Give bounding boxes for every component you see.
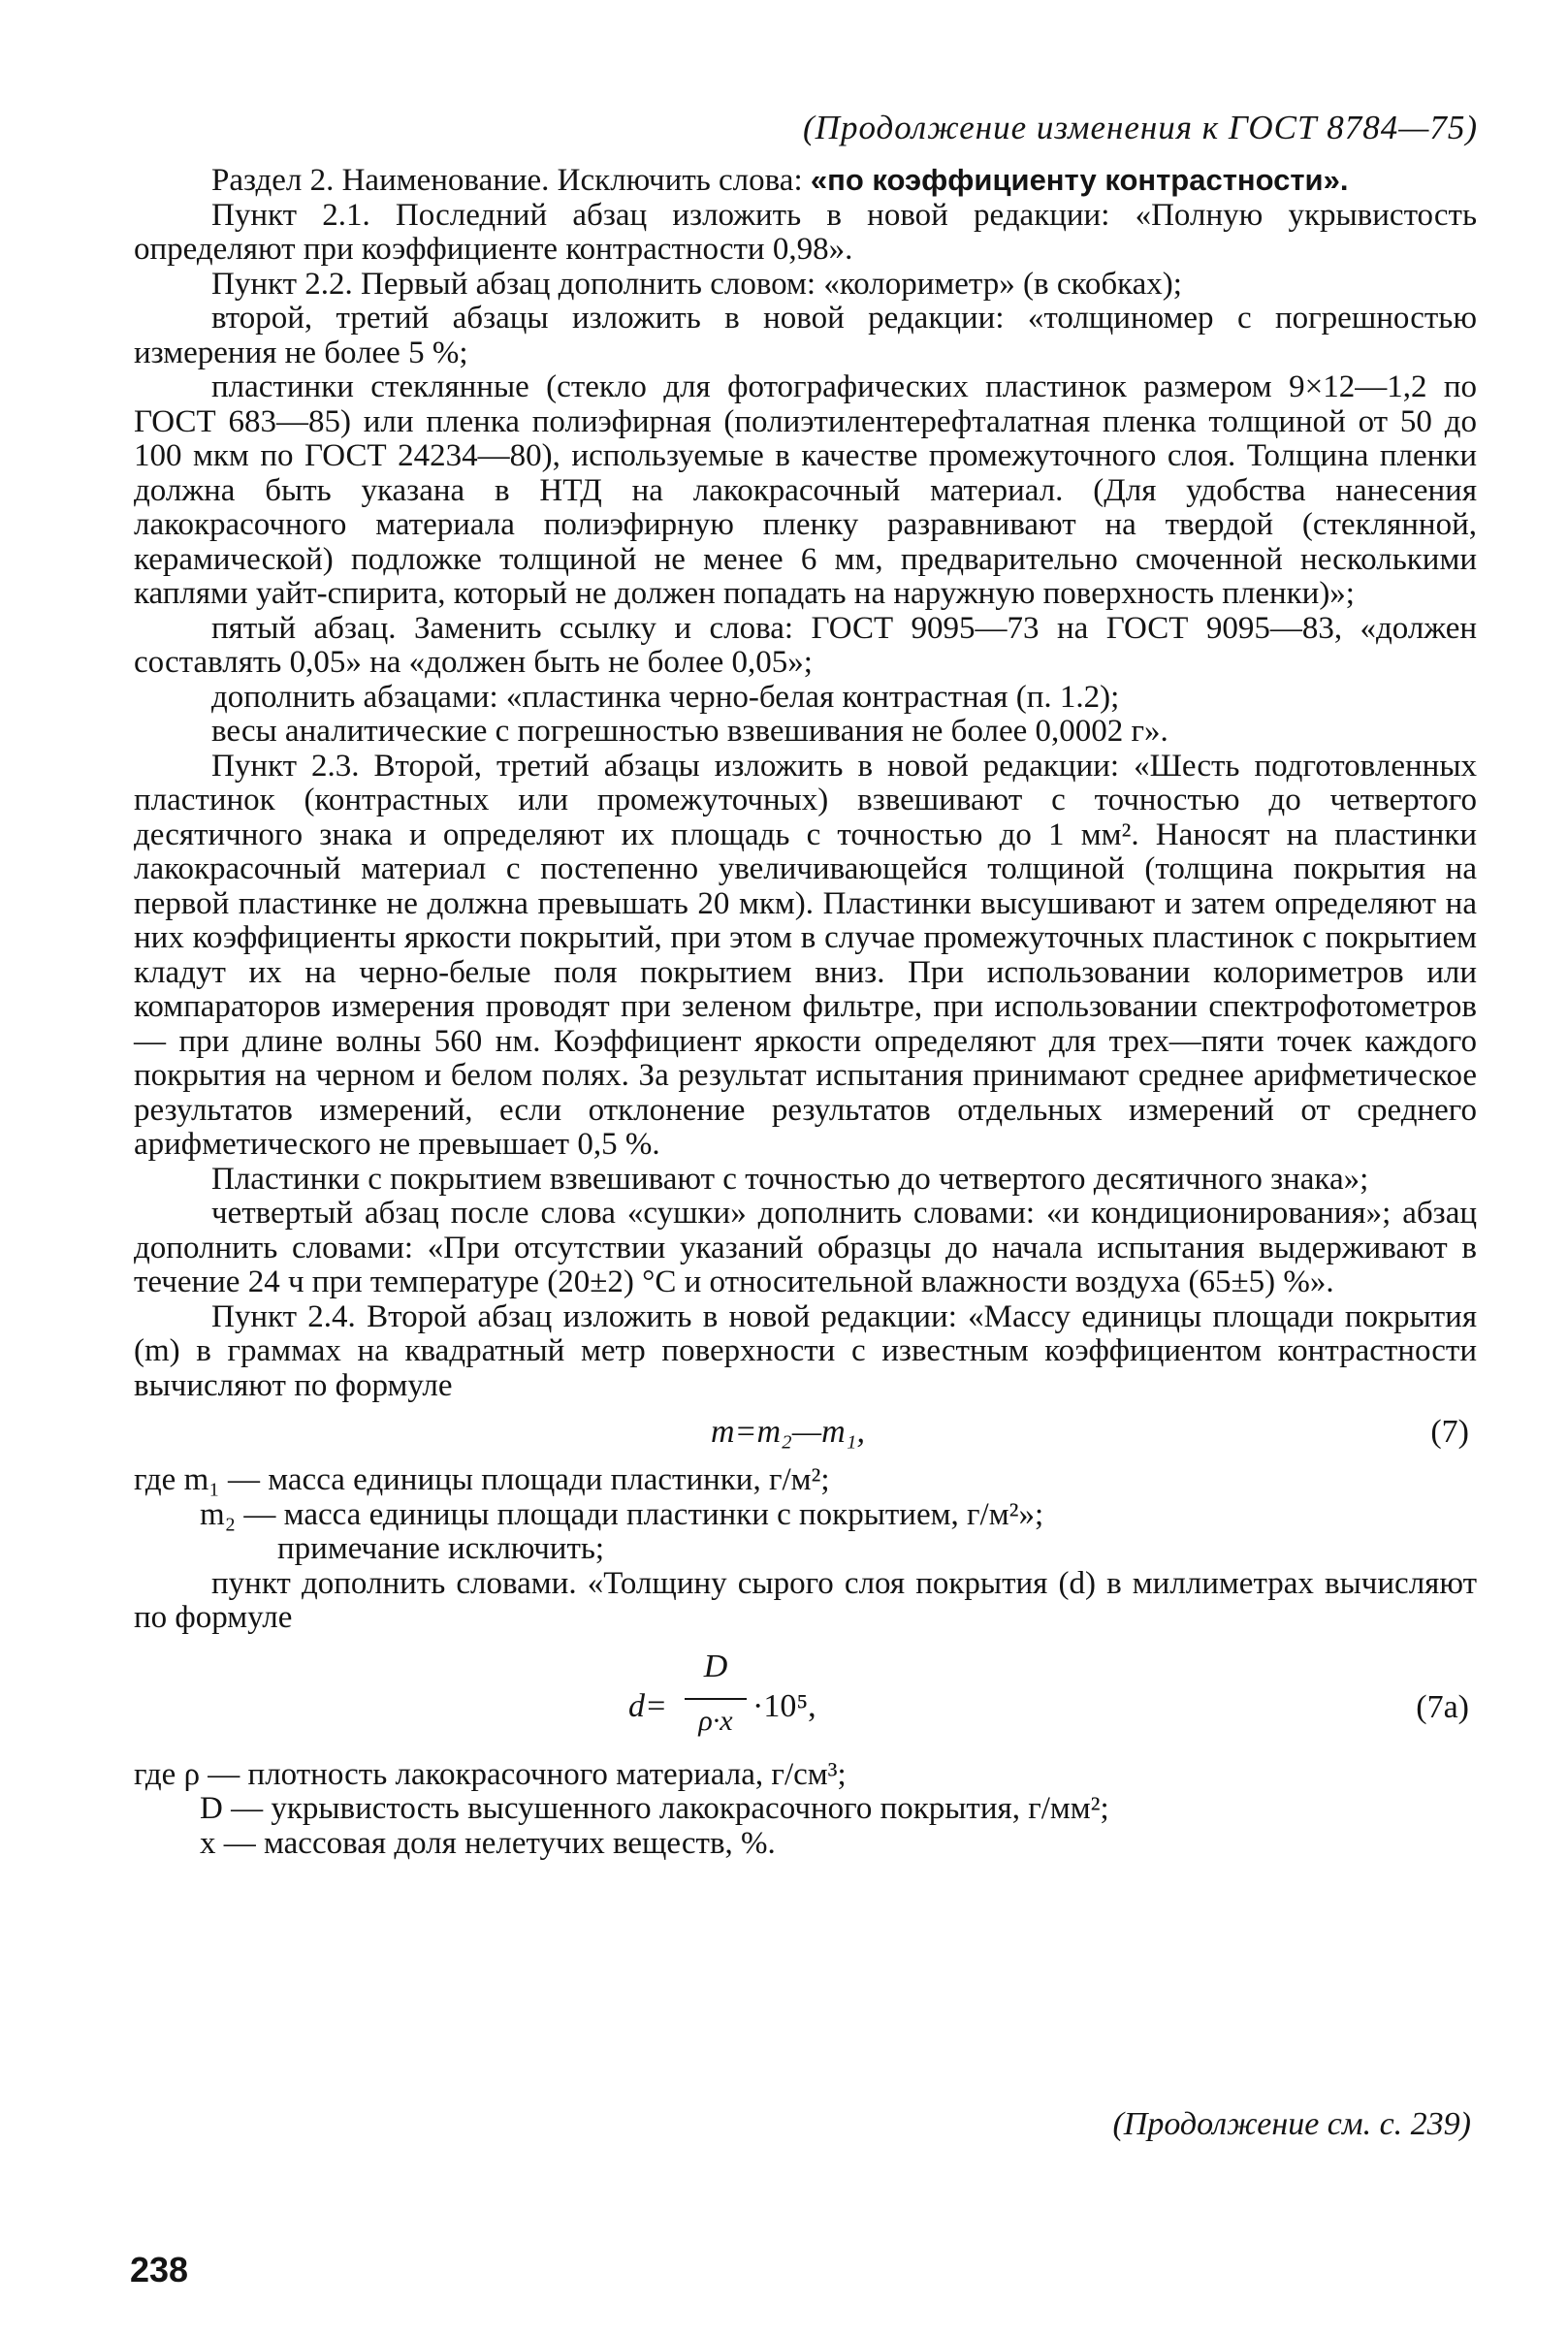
formula-7a-numerator: D (703, 1648, 728, 1684)
definition-D: D — укрывистость высушенного лакокрасочного покрытия, г/мм²; (200, 1791, 1109, 1826)
running-header: (Продолжение изменения к ГОСТ 8784—75) (803, 109, 1478, 146)
formula-7a-denominator: ρ·x (698, 1704, 733, 1737)
formula-7a-definitions (134, 1758, 1477, 1862)
paragraph-item-2-3: Пункт 2.3. Второй, третий абзацы изложить в новой редакции: «Шесть подготовленных пластинок (контрастных или промежуточных) взвешивают с точностью до четвертого десятичного знака и определяют их площадь с точностью до 1 мм². Наносят на пластинки лакокрасочный материал с постепенно увеличивающейся толщиной (толщина покрытия на первой пластинке не должна превышать 20 мкм). Пластинки высушивают и затем определяют на них коэффициенты яркости покрытий, при этом в случае промежуточных пластинок с покрытием кладут их на черно-белые поля покрытием вниз. При использовании колориметров или компараторов измерения проводят при зеленом фильтре, при использовании спектрофотометров — при длине волны 560 нм. Коэффициент яркости определяют для трех—пяти точек каждого покрытия на черном и белом полях. За результат испытания принимают среднее арифметическое результатов измерений, если отклонение результатов отдельных измерений от среднего арифметического не превышает 0,5 %. (134, 748, 1477, 1162)
definition-m2: m₂ — масса единицы площади пластинки с покрытием, г/м²»; (200, 1496, 1044, 1532)
paragraph-fifth: пятый абзац. Заменить ссылку и слова: ГОСТ 9095—73 на ГОСТ 9095—83, «должен составлять 0,05» на «должен быть не более 0,05»; (134, 610, 1477, 680)
formula-7 (134, 1413, 1477, 1456)
fraction-bar (685, 1698, 747, 1700)
formula-7a-label: (7а) (1416, 1688, 1469, 1725)
paragraph-plates-weighed: Пластинки с покрытием взвешивают с точностью до четвертого десятичного знака»; (211, 1161, 1369, 1197)
paragraph-text: Раздел 2. Наименование. Исключить слова: (211, 163, 811, 198)
paragraph-section-2 (134, 163, 1477, 199)
paragraph-add: дополнить абзацами: «пластинка черно-белая контрастная (п. 1.2); (211, 679, 1120, 715)
paragraph-glass-plates: пластинки стеклянные (стекло для фотографических пластинок размером 9×12—1,2 по ГОСТ 683—85) или пленка полиэфирная (полиэтилентерефталатная пленка толщиной от 50 до 100 мкм по ГОСТ 24234—80), используемые в качестве промежуточного слоя. Толщина пленки должна быть указана в НТД на лакокрасочный материал. (Для удобства нанесения лакокрасочного материала полиэфирную пленку разравнивают на твердой (стеклянной, керамической) подложке толщиной не менее 6 мм, предварительно смоченной несколькими каплями уайт-спирита, который не должен попадать на наружную поверхность пленки)»; (134, 369, 1477, 611)
formula-7a-rhs: ·10⁵, (752, 1687, 816, 1724)
definition-x: x — массовая доля нелетучих веществ, %. (200, 1825, 776, 1861)
paragraph-item-2-2-second: второй, третий абзацы изложить в новой редакции: «толщиномер с погрешностью измерения не более 5 %; (134, 301, 1477, 370)
continuation-note: (Продолжение см. с. 239) (1112, 2106, 1471, 2142)
bold-phrase: «по коэффициенту контрастности». (810, 163, 1349, 197)
formula-7-expression: m=m₂—m₁, (711, 1414, 865, 1450)
paragraph-fourth: четвертый абзац после слова «сушки» дополнить словами: «и кондиционирования»; абзац дополнить словами: «При отсутствии указаний образцы до начала испытания выдерживают в течение 24 ч при температуре (20±2) °С и относительной влажности воздуха (65±5) %». (134, 1196, 1477, 1299)
paragraph-thickness: пункт дополнить словами. «Толщину сырого слоя покрытия (d) в миллиметрах вычисляют по формуле (134, 1565, 1477, 1635)
note-remove: примечание исключить; (277, 1531, 605, 1566)
formula-7a-lhs: d= (628, 1687, 667, 1724)
formula-7-label: (7) (1430, 1414, 1469, 1450)
definition-rho: где ρ — плотность лакокрасочного материала, г/см³; (134, 1756, 847, 1792)
document-body (134, 163, 1477, 1861)
paragraph-item-2-1: Пункт 2.1. Последний абзац изложить в новой редакции: «Полную укрывистость определяют при коэффициенте контрастности 0,98». (134, 197, 1477, 267)
paragraph-scales: весы аналитические с погрешностью взвешивания не более 0,0002 г». (211, 714, 1168, 749)
definition-m1: где m₁ — масса единицы площади пластинки, г/м²; (134, 1462, 830, 1497)
formula-7a (134, 1648, 1477, 1748)
paragraph-item-2-4: Пункт 2.4. Второй абзац изложить в новой редакции: «Массу единицы площади покрытия (m) в граммах на квадратный метр поверхности с известным коэффициентом контрастности вычисляют по формуле (134, 1298, 1477, 1403)
formula-7-definitions (134, 1463, 1477, 1567)
page-number: 238 (130, 2250, 189, 2289)
paragraph-item-2-2: Пункт 2.2. Первый абзац дополнить словом: «колориметр» (в скобках); (211, 266, 1182, 302)
